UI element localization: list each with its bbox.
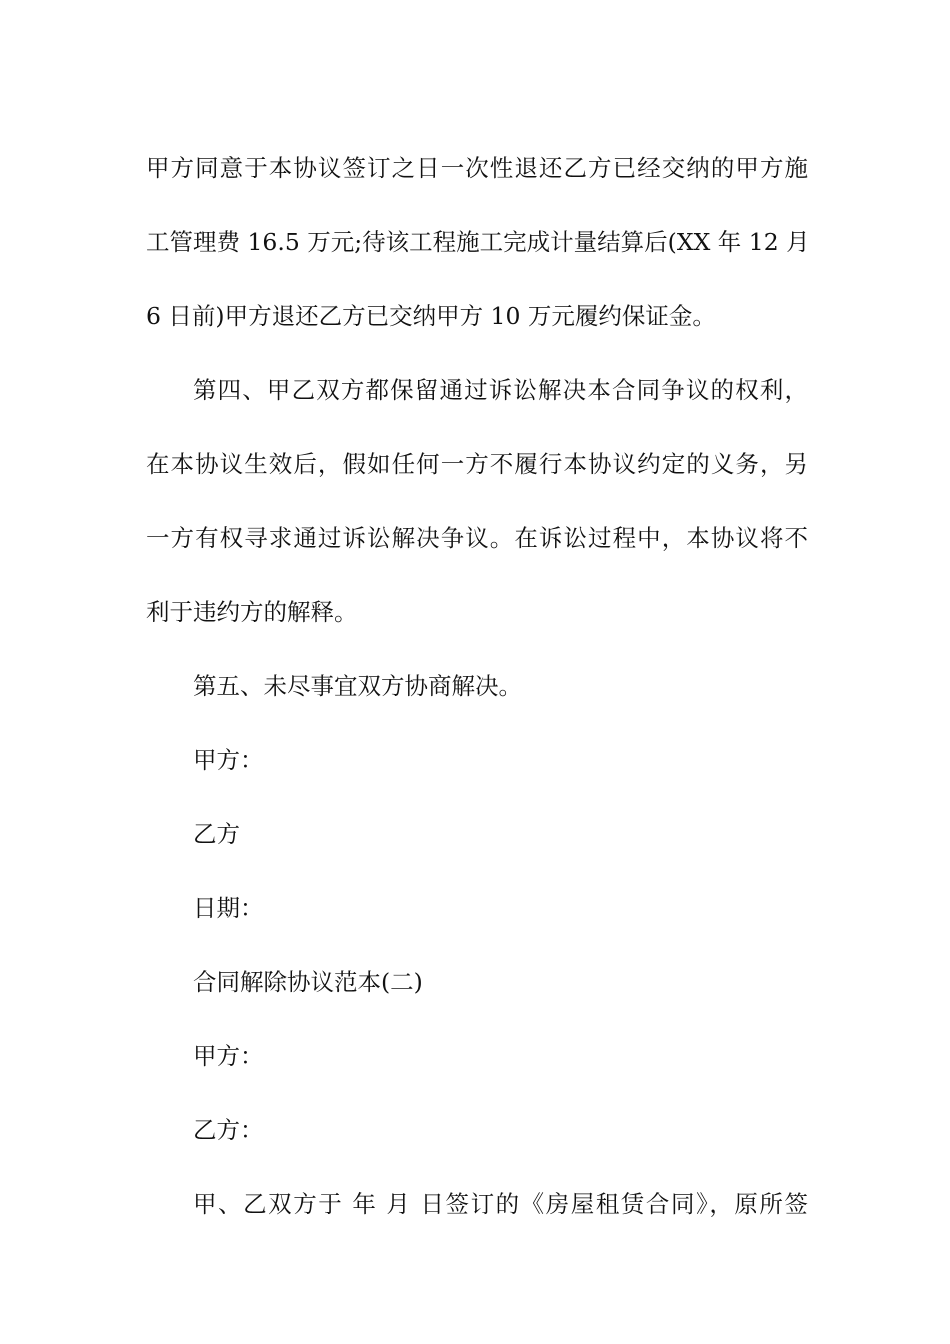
clause-five-line: 第五、未尽事宜双方协商解决。 bbox=[193, 672, 522, 700]
paragraph-line: 甲、乙双方于 年 月 日签订的《房屋租赁合同》，原所签 bbox=[193, 1190, 808, 1218]
paragraph-line: 甲方同意于本协议签订之日一次性退还乙方已经交纳的甲方施 bbox=[146, 154, 808, 182]
party-a-label: 甲方： bbox=[193, 746, 264, 774]
party-a-label: 甲方： bbox=[193, 1042, 264, 1070]
paragraph-line: 6 日前)甲方退还乙方已交纳甲方 10 万元履约保证金。 bbox=[146, 302, 716, 330]
date-label: 日期： bbox=[193, 894, 264, 922]
paragraph-line: 一方有权寻求通过诉讼解决争议。在诉讼过程中，本协议将不 bbox=[146, 524, 808, 552]
paragraph-line: 在本协议生效后，假如任何一方不履行本协议约定的义务，另 bbox=[146, 450, 808, 478]
party-b-label: 乙方： bbox=[193, 1116, 264, 1144]
document-body bbox=[146, 131, 808, 1241]
party-b-label: 乙方 bbox=[193, 820, 240, 848]
paragraph-line: 利于违约方的解释。 bbox=[146, 598, 358, 626]
clause-four-line: 第四、甲乙双方都保留通过诉讼解决本合同争议的权利， bbox=[193, 376, 808, 404]
section-title: 合同解除协议范本(二) bbox=[193, 968, 423, 996]
paragraph-line: 工管理费 16.5 万元;待该工程施工完成计量结算后(XX 年 12 月 bbox=[146, 228, 810, 256]
